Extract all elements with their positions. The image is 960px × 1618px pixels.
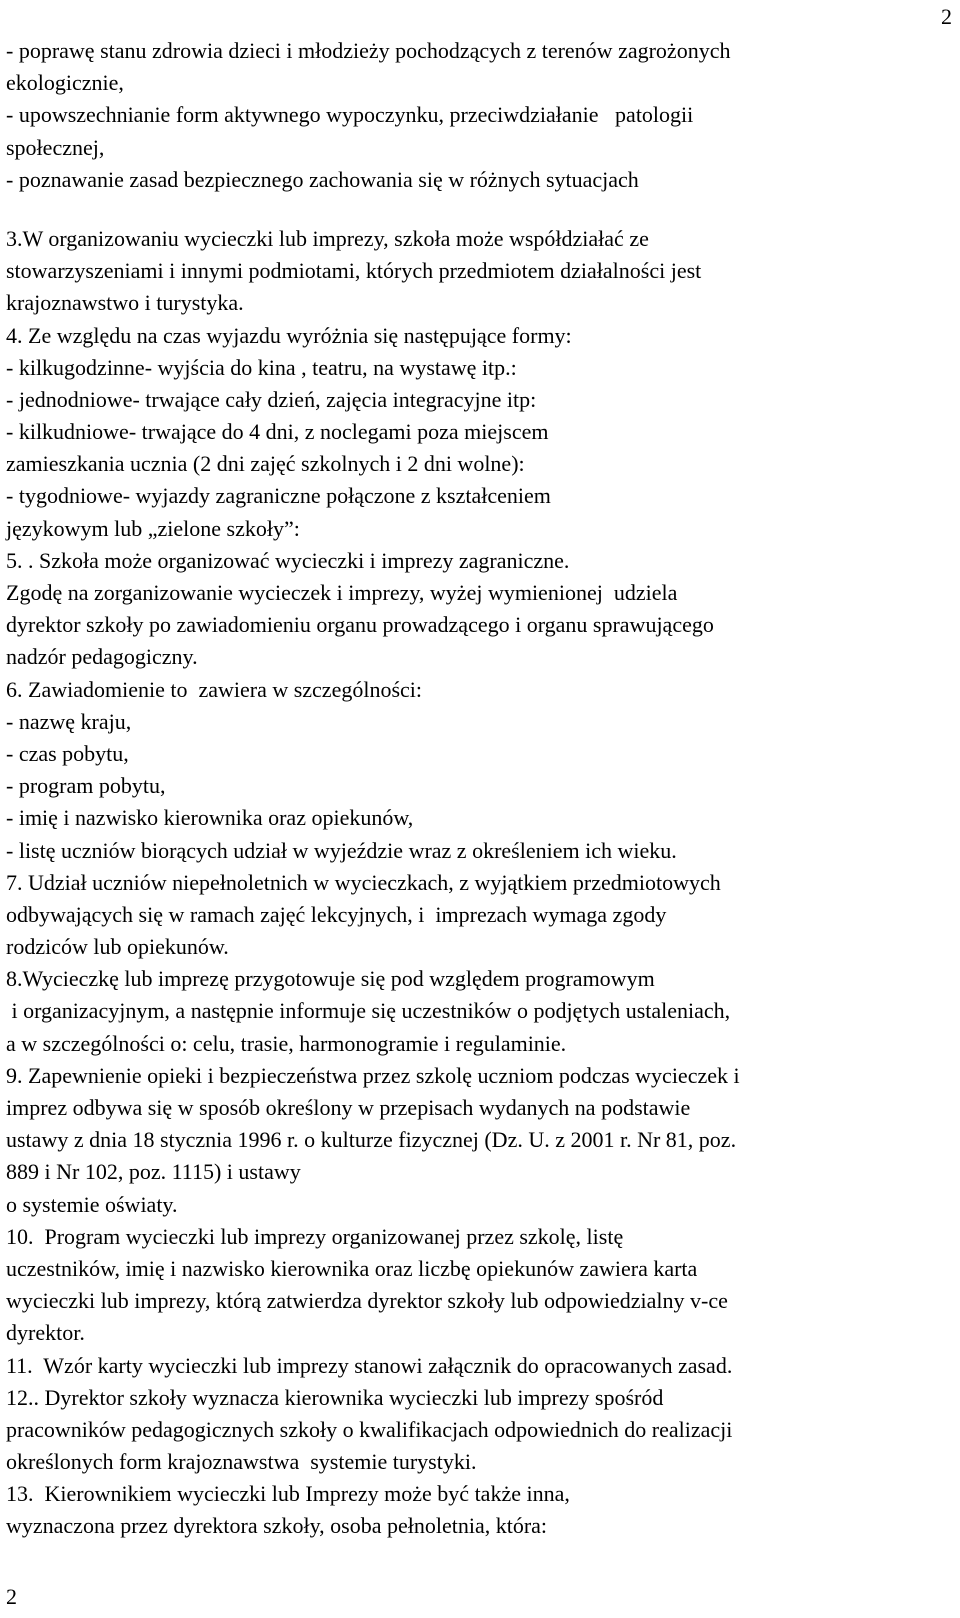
text-line: 12.. Dyrektor szkoły wyznacza kierownika wycieczki lub imprezy spośród xyxy=(6,1384,664,1410)
text-line: - nazwę kraju, xyxy=(6,708,132,734)
text-line: 6. Zawiadomienie to zawiera w szczególności: xyxy=(6,676,423,702)
text-line: - listę uczniów biorących udział w wyjeździe wraz z określeniem ich wieku. xyxy=(6,837,677,863)
text-line: o systemie oświaty. xyxy=(6,1191,178,1217)
text-line: - tygodniowe- wyjazdy zagraniczne połączone z kształceniem xyxy=(6,483,551,509)
text-line: Zgodę na zorganizowanie wycieczek i imprezy, wyżej wymienionej udziela xyxy=(6,580,678,605)
text-line: - upowszechnianie form aktywnego wypoczynku, przeciwdziałanie patologii xyxy=(6,102,694,128)
text-line: krajoznawstwo i turystyka. xyxy=(6,290,244,316)
text-line: pracowników pedagogicznych szkoły o kwalifikacjach odpowiednich do realizacji xyxy=(6,1416,733,1442)
text-line: - poznawanie zasad bezpiecznego zachowania się w różnych sytuacjach xyxy=(6,166,639,192)
text-line: dyrektor szkoły po zawiadomieniu organu prowadzącego i organu sprawującego xyxy=(6,612,714,638)
text-line: 7. Udział uczniów niepełnoletnich w wycieczkach, z wyjątkiem przedmiotowych xyxy=(6,869,721,895)
text-line: 3.W organizowaniu wycieczki lub imprezy, szkoła może współdziałać ze xyxy=(6,225,649,251)
text-line: i organizacyjnym, a następnie informuje się uczestników o podjętych ustaleniach, xyxy=(6,998,731,1024)
document-body xyxy=(6,35,936,1543)
text-line: dyrektor. xyxy=(6,1320,85,1346)
text-line: stowarzyszeniami i innymi podmiotami, których przedmiotem działalności jest xyxy=(6,258,702,284)
text-line: rodziców lub opiekunów. xyxy=(6,934,229,960)
text-line: 11. Wzór karty wycieczki lub imprezy stanowi załącznik do opracowanych zasad. xyxy=(6,1352,733,1378)
text-line: - kilkudniowe- trwające do 4 dni, z noclegami poza miejscem xyxy=(6,419,549,445)
paragraph-block-1 xyxy=(6,35,936,196)
text-line: ekologicznie, xyxy=(6,70,124,96)
text-line: imprez odbywa się w sposób określony w przepisach wydanych na podstawie xyxy=(6,1095,691,1120)
text-line: - program pobytu, xyxy=(6,773,166,799)
text-line: - poprawę stanu zdrowia dzieci i młodzieży pochodzących z terenów zagrożonych xyxy=(6,38,731,63)
text-line: zamieszkania ucznia (2 dni zajęć szkolnych i 2 dni wolne): xyxy=(6,451,525,477)
text-line: odbywających się w ramach zajęć lekcyjnych, i imprezach wymaga zgody xyxy=(6,901,667,927)
text-line: - kilkugodzinne- wyjścia do kina , teatru, na wystawę itp.: xyxy=(6,354,517,380)
text-line: 8.Wycieczkę lub imprezę przygotowuje się pod względem programowym xyxy=(6,966,655,992)
text-line: ustawy z dnia 18 stycznia 1996 r. o kulturze fizycznej (Dz. U. z 2001 r. Nr 81, poz. xyxy=(6,1127,737,1153)
text-line: 5. . Szkoła może organizować wycieczki i imprezy zagraniczne. xyxy=(6,547,570,573)
paragraph-gap xyxy=(6,196,936,223)
text-line: - czas pobytu, xyxy=(6,740,129,766)
paragraph-block-2 xyxy=(6,223,936,1543)
text-line: wyznaczona przez dyrektora szkoły, osoba pełnoletnia, która: xyxy=(6,1513,548,1539)
text-line: 889 i Nr 102, poz. 1115) i ustawy xyxy=(6,1159,301,1185)
text-line: określonych form krajoznawstwa systemie turystyki. xyxy=(6,1449,477,1475)
text-line: społecznej, xyxy=(6,134,105,160)
text-line: - imię i nazwisko kierownika oraz opiekunów, xyxy=(6,805,414,831)
text-line: wycieczki lub imprezy, którą zatwierdza dyrektor szkoły lub odpowiedzialny v-ce xyxy=(6,1288,728,1314)
text-line: 4. Ze względu na czas wyjazdu wyróżnia się następujące formy: xyxy=(6,322,572,348)
text-line: a w szczególności o: celu, trasie, harmonogramie i regulaminie. xyxy=(6,1030,567,1056)
page-number-bottom: 2 xyxy=(6,1584,17,1609)
text-line: 13. Kierownikiem wycieczki lub Imprezy może być także inna, xyxy=(6,1481,570,1507)
text-line: uczestników, imię i nazwisko kierownika oraz liczbę opiekunów zawiera karta xyxy=(6,1255,698,1281)
text-line: nadzór pedagogiczny. xyxy=(6,644,198,670)
text-line: 10. Program wycieczki lub imprezy organizowanej przez szkolę, listę xyxy=(6,1223,624,1249)
page-number-top: 2 xyxy=(941,4,952,29)
text-line: - jednodniowe- trwające cały dzień, zajęcia integracyjne itp: xyxy=(6,386,537,412)
text-line: 9. Zapewnienie opieki i bezpieczeństwa przez szkolę uczniom podczas wycieczek i xyxy=(6,1062,740,1088)
text-line: językowym lub „zielone szkoły”: xyxy=(6,515,300,541)
